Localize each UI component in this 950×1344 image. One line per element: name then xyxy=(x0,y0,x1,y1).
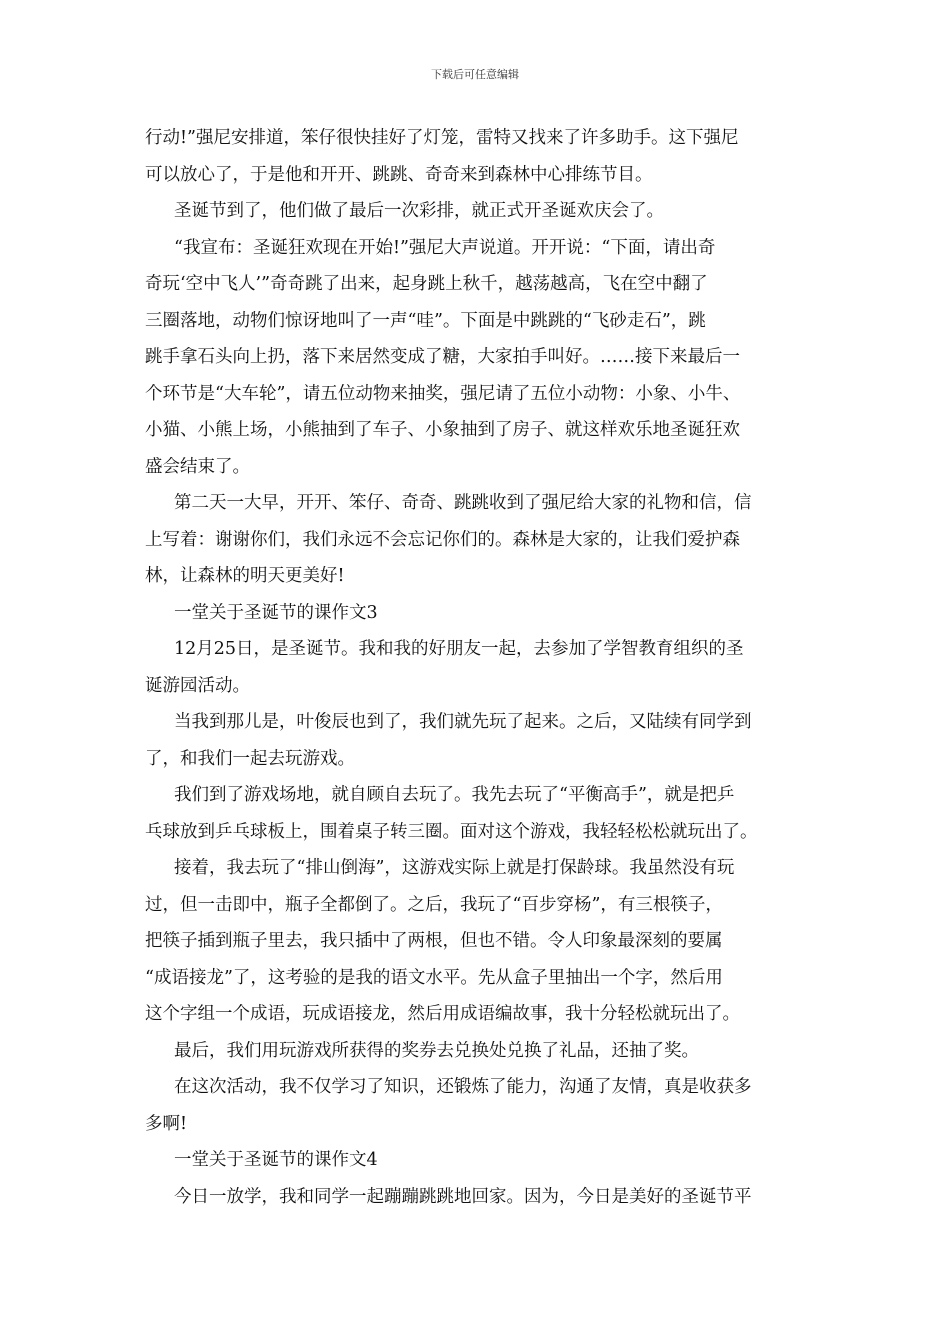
text-line: 三圈落地，动物们惊讶地叫了一声“哇”。下面是中跳跳的“飞砂走石”，跳 xyxy=(145,310,706,331)
text-line: 一堂关于圣诞节的课作文4 xyxy=(174,1150,378,1170)
page-header: 下载后可任意编辑 xyxy=(431,68,519,81)
text-line: 当我到那儿是，叶俊辰也到了，我们就先玩了起来。之后，又陆续有同学到 xyxy=(174,712,752,732)
text-line: 了，和我们一起去玩游戏。 xyxy=(145,748,355,769)
text-line: 今日一放学，我和同学一起蹦蹦跳跳地回家。因为，今日是美好的圣诞节平 xyxy=(174,1186,752,1207)
text-line: “我宣布：圣诞狂欢现在开始!”强尼大声说道。开开说：“下面，请出奇 xyxy=(174,237,716,258)
text-line: 12月25日，是圣诞节。我和我的好朋友一起，去参加了学智教育组织的圣 xyxy=(174,639,744,659)
text-line: 小猫、小熊上场，小熊抽到了车子、小象抽到了房子、就这样欢乐地圣诞狂欢 xyxy=(145,420,740,440)
text-line: 圣诞节到了，他们做了最后一次彩排，就正式开圣诞欢庆会了。 xyxy=(174,201,664,221)
text-line: 乓球放到乒乓球板上，围着桌子转三圈。面对这个游戏，我轻轻松松就玩出了。 xyxy=(145,821,758,842)
text-line: 过，但一击即中，瓶子全都倒了。之后，我玩了“百步穿杨”，有三根筷子， xyxy=(145,894,723,915)
text-line: 第二天一大早，开开、笨仔、奇奇、跳跳收到了强尼给大家的礼物和信，信 xyxy=(174,493,752,513)
text-line: 诞游园活动。 xyxy=(145,675,250,696)
text-line: 林，让森林的明天更美好! xyxy=(145,566,345,586)
text-line: 多啊! xyxy=(145,1113,188,1134)
text-line: 这个字组一个成语，玩成语接龙，然后用成语编故事，我十分轻松就玩出了。 xyxy=(145,1004,740,1024)
text-line: 在这次活动，我不仅学习了知识，还锻炼了能力，沟通了友情，真是收获多 xyxy=(174,1077,752,1097)
text-line: 奇玩‘空中飞人’”奇奇跳了出来，起身跳上秋千，越荡越高，飞在空中翻了 xyxy=(145,274,708,294)
document-body xyxy=(145,120,825,1215)
text-line: 最后，我们用玩游戏所获得的奖券去兑换处兑换了礼品，还抽了奖。 xyxy=(174,1040,699,1061)
text-line: 盛会结束了。 xyxy=(145,456,250,477)
text-line: 可以放心了，于是他和开开、跳跳、奇奇来到森林中心排练节目。 xyxy=(145,164,653,185)
text-line: 上写着：谢谢你们，我们永远不会忘记你们的。森林是大家的，让我们爱护森 xyxy=(145,529,740,550)
text-line: 把筷子插到瓶子里去，我只插中了两根，但也不错。令人印象最深刻的要属 xyxy=(145,931,723,951)
text-line: 我们到了游戏场地，就自顾自去玩了。我先去玩了“平衡高手”，就是把乒 xyxy=(174,785,735,805)
text-line: 接着，我去玩了“排山倒海”，这游戏实际上就是打保龄球。我虽然没有玩 xyxy=(174,858,735,878)
text-line: 跳手拿石头向上扔，落下来居然变成了糖，大家拍手叫好。……接下来最后一 xyxy=(145,347,740,367)
text-line: 行动!”强尼安排道，笨仔很快挂好了灯笼，雷特又找来了许多助手。这下强尼 xyxy=(145,128,739,148)
text-line: 个环节是“大车轮”，请五位动物来抽奖，强尼请了五位小动物：小象、小牛、 xyxy=(145,383,741,404)
text-line: 一堂关于圣诞节的课作文3 xyxy=(174,602,378,623)
text-line: “成语接龙”了，这考验的是我的语文水平。先从盒子里抽出一个字，然后用 xyxy=(145,967,723,988)
